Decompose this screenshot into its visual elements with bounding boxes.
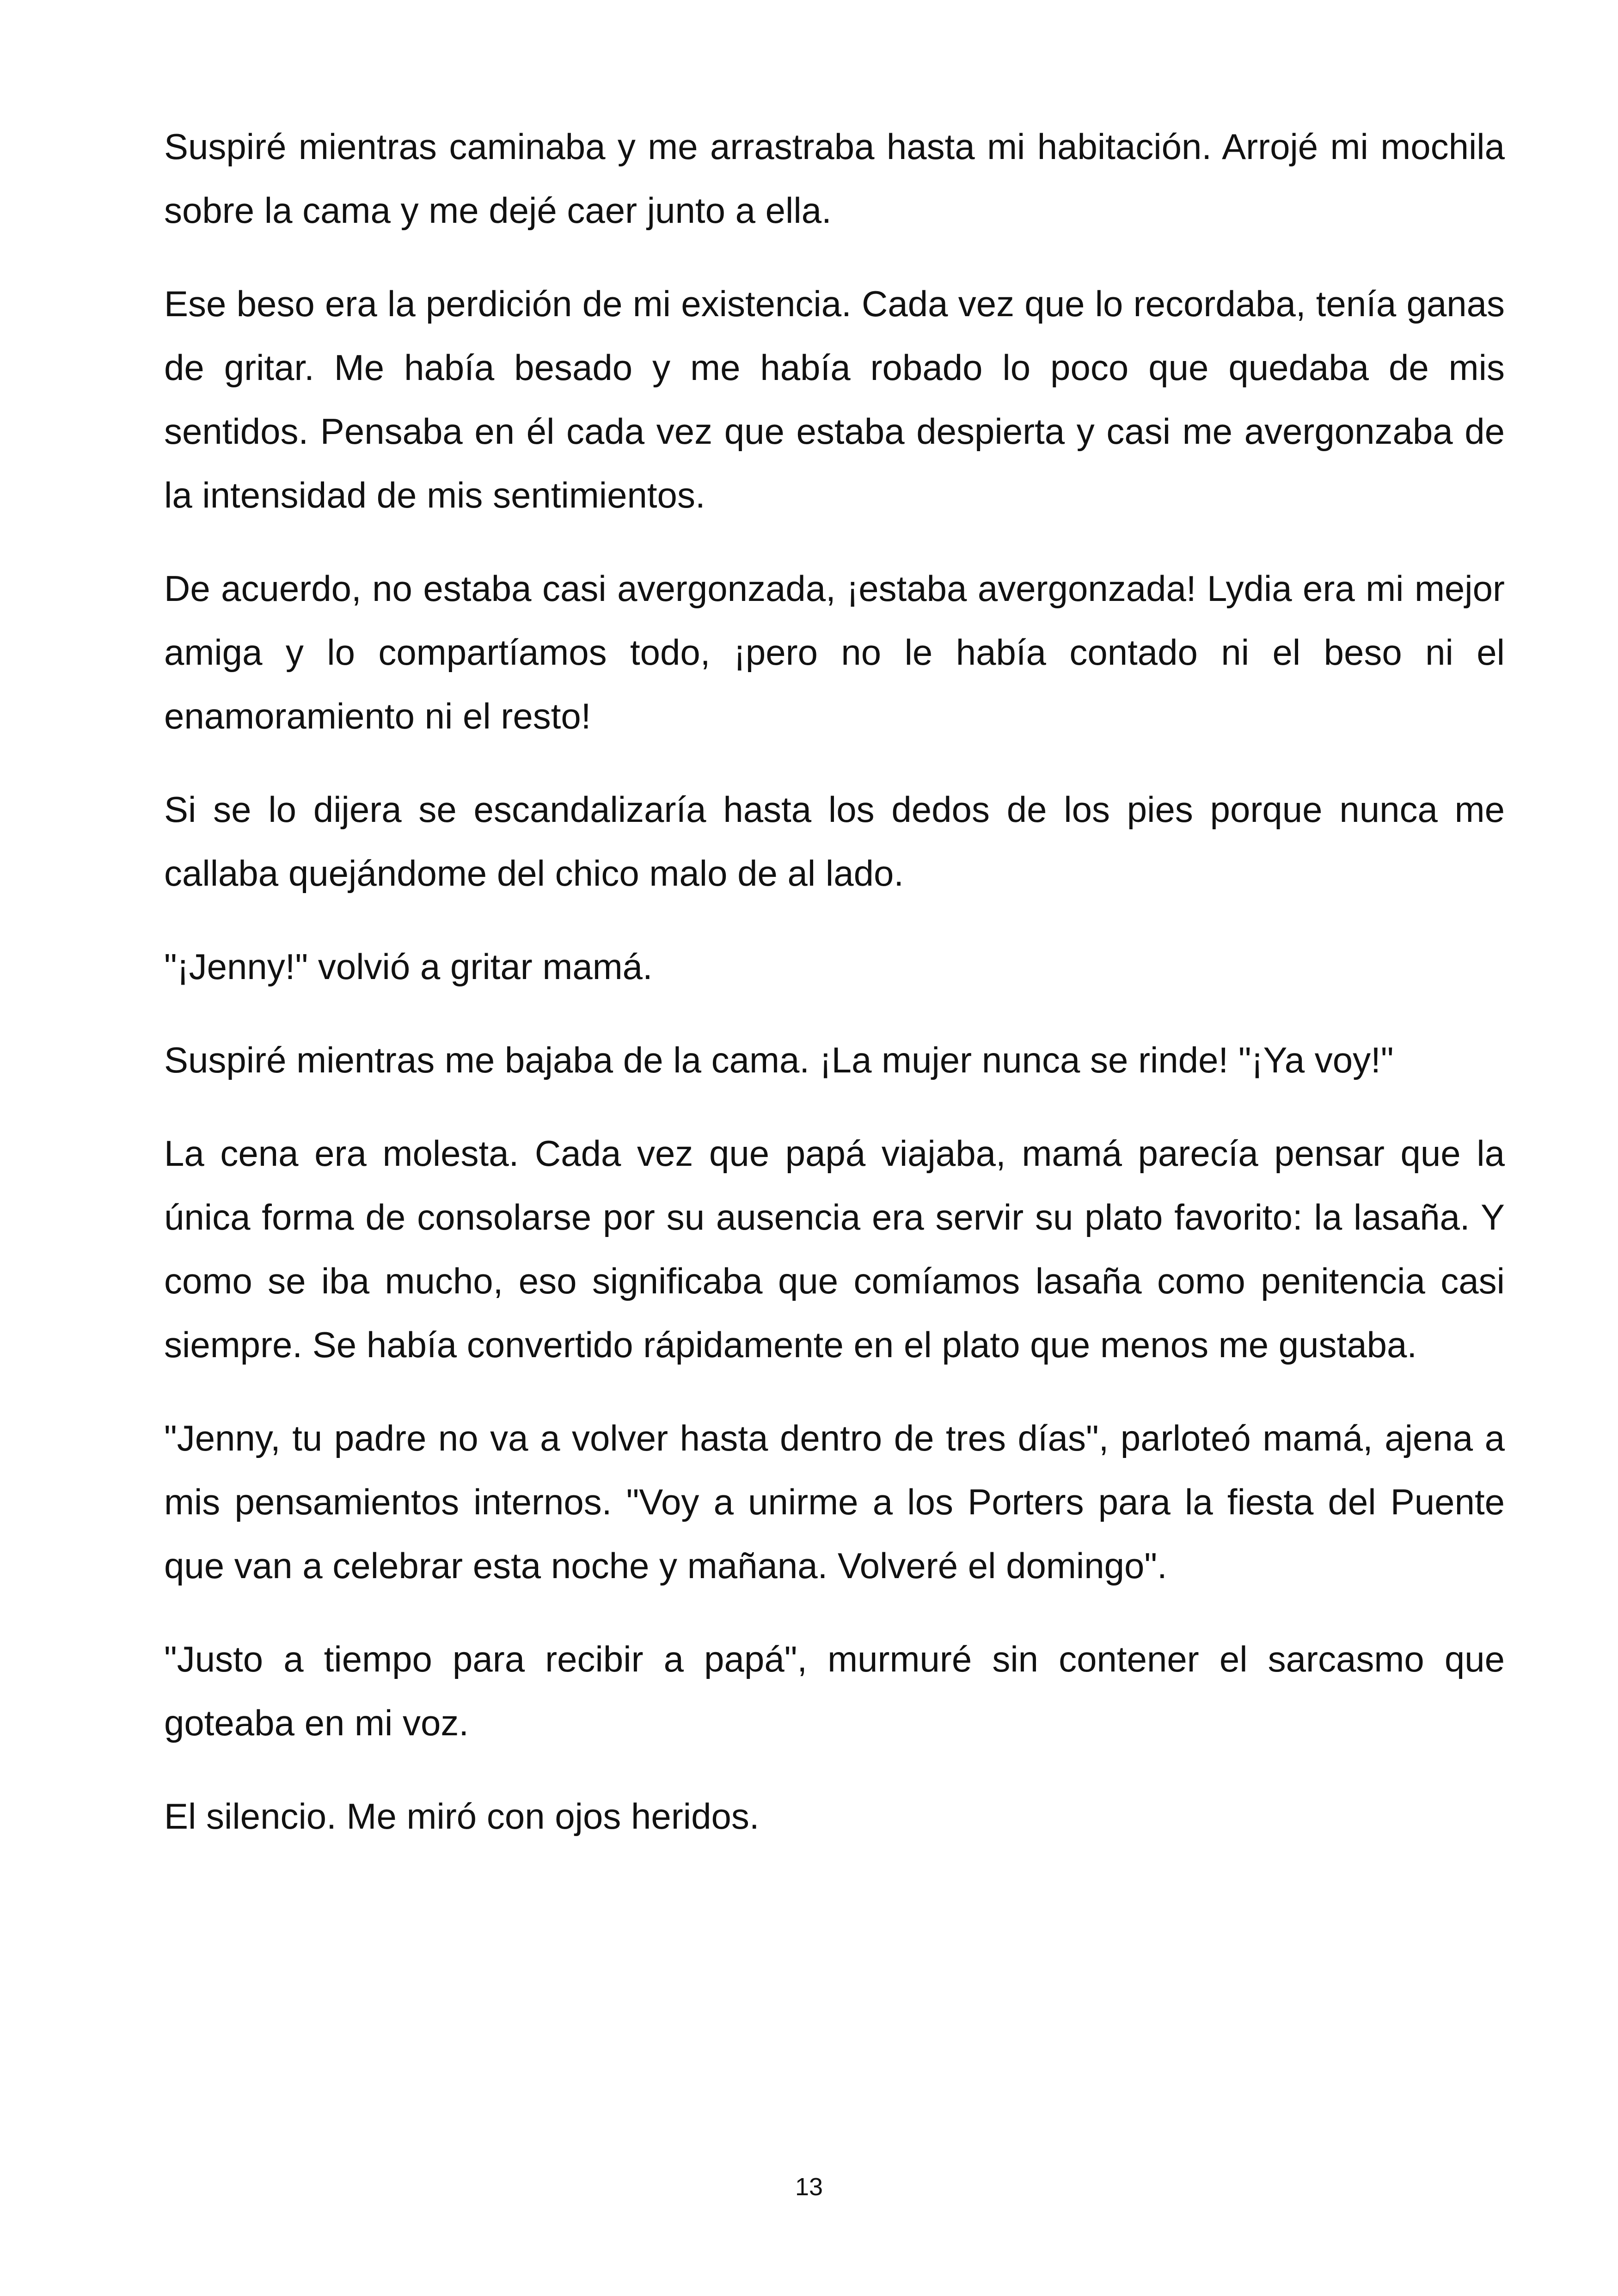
page-number: 13: [795, 2173, 823, 2201]
paragraph: De acuerdo, no estaba casi avergonzada, ¡estaba avergonzada! Lydia era mi mejor amiga y lo compartíamos todo, ¡pero no le había contado ni el beso ni el enamoramiento ni el resto!: [164, 568, 1505, 736]
paragraph: "¡Jenny!" volvió a gritar mamá.: [164, 946, 653, 987]
paragraph: Ese beso era la perdición de mi existencia. Cada vez que lo recordaba, tenía ganas de gritar. Me había besado y me había robado lo poco que quedaba de mis sentidos. Pensaba en él cada vez que estaba despierta y casi me avergonzaba de la intensidad de mis sentimientos.: [164, 283, 1505, 515]
paragraph: Suspiré mientras me bajaba de la cama. ¡La mujer nunca se rinde! "¡Ya voy!": [164, 1040, 1394, 1080]
paragraph: "Justo a tiempo para recibir a papá", murmuré sin contener el sarcasmo que goteaba en mi voz.: [164, 1639, 1505, 1743]
document-body: [164, 115, 1505, 2102]
paragraph: La cena era molesta. Cada vez que papá viajaba, mamá parecía pensar que la única forma de consolarse por su ausencia era servir su plato favorito: la lasaña. Y como se iba mucho, eso significaba que comíamos lasaña como penitencia casi siempre. Se había convertido rápidamente en el plato que menos me gustaba.: [164, 1133, 1505, 1365]
paragraph: "Jenny, tu padre no va a volver hasta dentro de tres días", parloteó mamá, ajena a mis pensamientos internos. "Voy a unirme a los Porters para la fiesta del Puente que van a celebrar esta noche y mañana. Volveré el domingo".: [164, 1418, 1505, 1586]
paragraph: Suspiré mientras caminaba y me arrastraba hasta mi habitación. Arrojé mi mochila sobre la cama y me dejé caer junto a ella.: [164, 126, 1505, 231]
paragraph: Si se lo dijera se escandalizaría hasta los dedos de los pies porque nunca me callaba quejándome del chico malo de al lado.: [164, 789, 1505, 894]
paragraph: El silencio. Me miró con ojos heridos.: [164, 1796, 760, 1837]
